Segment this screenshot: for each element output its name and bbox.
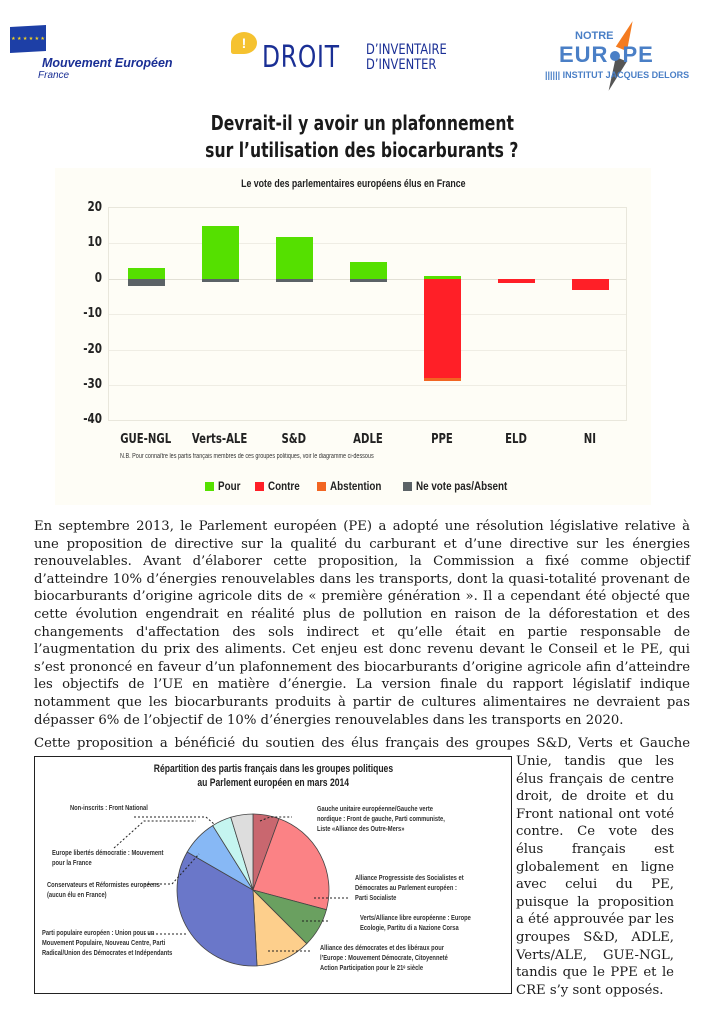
logo-pe: PE [622, 42, 654, 67]
x-label-text: S&D [281, 432, 307, 447]
notre-europe-logo [545, 18, 715, 96]
bar-ppe-contre [424, 279, 461, 378]
exclamation-bubble-icon: ! [231, 32, 257, 54]
y-tick: -30 [83, 377, 102, 392]
pie-label-line: Ecologie, Partitu di a Nazione Corsa [360, 923, 459, 932]
title-line1: Devrait-il y avoir un plafonnement [210, 111, 514, 135]
logo-europe [559, 42, 654, 68]
pie-label-line: Parti populaire européen : Union pour un [42, 928, 155, 937]
x-label [109, 432, 183, 447]
bar-eld-contre [498, 279, 535, 283]
pie-label-line: (aucun élu en France) [47, 890, 107, 899]
pie-label-line: nordique : Front de gauche, Parti communiste, [317, 814, 445, 823]
y-tick: -40 [83, 412, 102, 427]
pie-label-line: Parti Socialiste [355, 893, 397, 902]
pie-label-line: Europe libertés démocratie : Mouvement [52, 848, 164, 857]
droit-inventaire-logo [228, 30, 478, 80]
swatch-icon [255, 482, 264, 491]
x-label [405, 432, 479, 447]
bar-chart-plot [108, 207, 627, 421]
legend-label: Ne vote pas/Absent [415, 479, 508, 493]
legend-label: Pour [218, 479, 241, 493]
pie-label-verts [360, 913, 471, 933]
x-label [183, 432, 257, 447]
x-label-text: NI [583, 432, 597, 447]
pie-label-cre [47, 880, 160, 900]
pie-label-ni: Non-inscrits : Front National [70, 803, 148, 812]
gridline [109, 385, 626, 386]
chart-note: N.B. Pour connaître les partis français membres de ces groupes politiques, voir le diagramme ci-dessous [120, 453, 374, 460]
pie-label-line: Démocrates au Parlement européen : [355, 883, 457, 892]
bar-chart-title-text: Le vote des parlementaires européens élus en France [240, 178, 466, 190]
chart-legend [205, 479, 527, 493]
legend-absent [403, 479, 527, 493]
logo-line1: D’INVENTAIRE [366, 42, 447, 58]
swatch-icon [317, 482, 326, 491]
mouvement-europeen-logo [10, 22, 190, 84]
x-label-text: GUE-NGL [120, 432, 172, 447]
page-title [0, 110, 724, 164]
bar-gue-ngl-absent [128, 279, 165, 286]
legend-abstention [317, 479, 393, 493]
swatch-icon [205, 482, 214, 491]
logo-institut: |||||| INSTITUT JACQUES DELORS [545, 70, 690, 80]
x-label [257, 432, 331, 447]
paragraph-1: En septembre 2013, le Parlement européen (PE) a adopté une résolution législative relative à une proposition de directive sur la qualité du carburant et d’une directive sur les énergies renouvelables. Avant d’élaborer cette proposition, la Commission a fixé comme objectif d’atteindre 10% d’énergies renouvelables dans les transports, dont la quasi-totalité provenant de biocarburants d’origine agricole dits de « première génération ». Il a cependant été objecté que cette évolution engendrait en réalité plus de pollution en raison de la déforestation et des changements d'affectation des sols indirect et qu’elle était en partie responsable de l’augmentation du prix des aliments. Cet enjeu est donc revenu devant le Conseil et le PE, qui s’est prononcé en faveur d’un plafonnement des biocarburants d’origine agricole afin d’atteindre les objectifs de l’UE en matière d’énergie. La version finale du rapport législatif indique notamment que les biocarburants produits à partir de cultures alimentaires ne devraient pas dépasser 6% de l’objectif de 10% d’énergies renouvelables dans les transports en 2020. [34, 519, 690, 728]
pie-label-line: Gauche unitaire européenne/Gauche verte [317, 804, 433, 813]
y-tick: -20 [83, 342, 102, 357]
pie-label-line: Liste «Alliance des Outre-Mers» [317, 824, 405, 833]
bar-adle-pour [350, 262, 387, 279]
y-tick: 20 [87, 200, 102, 215]
pie-label-line: Conservateurs et Réformistes européens [47, 880, 160, 889]
bar-sd-pour [276, 237, 313, 279]
pie-label-line: Verts/Alliance libre européenne : Europe [360, 913, 471, 922]
paragraph-2-first-line: Cette proposition a bénéficié du soutien des élus français des groupes S&D, Verts et Gauche [34, 736, 690, 751]
y-tick: -10 [83, 306, 102, 321]
pie-label-line: Alliance des démocrates et des libéraux pour [320, 943, 444, 952]
pie-label-line: Mouvement Populaire, Nouveau Centre, Parti [42, 938, 166, 947]
pie-title-line2: au Parlement européen en mars 2014 [197, 777, 349, 789]
gridline [109, 314, 626, 315]
x-label-text: ELD [505, 432, 527, 447]
pie-label-ppe [42, 928, 172, 958]
x-label-text: Verts-ALE [192, 432, 248, 447]
bar-gue-ngl-pour [128, 268, 165, 279]
bar-verts-ale-pour [202, 226, 239, 279]
logo-name: Mouvement Européen [42, 56, 173, 70]
dot-icon [610, 51, 620, 61]
pie-title-line1: Répartition des partis français dans les groupes politiques [153, 763, 393, 775]
pie-label-line: Radical/Union des Démocrates et Indépendants [42, 948, 173, 957]
eu-stars-icon: ★ ★ ★ ★ ★ ★ [11, 36, 45, 42]
x-label [331, 432, 405, 447]
gridline [109, 243, 626, 244]
pie-label-line: l’Europe : Mouvement Démocrate, Citoyenneté [320, 953, 448, 962]
pie-label-sd [355, 873, 464, 903]
logo-country: France [38, 70, 70, 81]
bar-ni-contre [572, 279, 609, 290]
pie-label-line: pour la France [52, 858, 92, 867]
logo-droit-text: DROIT [262, 40, 340, 75]
title-line2: sur l’utilisation des biocarburants ? [205, 138, 519, 162]
pie-label-line: Alliance Progressiste des Socialistes et [355, 873, 464, 882]
x-label-text: PPE [431, 432, 453, 447]
bar-chart-title [55, 178, 651, 190]
leader-line-ni [134, 817, 214, 824]
gridline [109, 350, 626, 351]
pie-label-adle [320, 943, 448, 973]
y-tick: 10 [87, 235, 102, 250]
pie-label-efd [52, 848, 163, 868]
logo-notre: NOTRE [575, 30, 614, 42]
logo-eur: EUR [559, 42, 609, 67]
x-label-text: ADLE [353, 432, 383, 447]
x-label [553, 432, 627, 447]
legend-label: Abstention [330, 479, 382, 493]
x-label [479, 432, 553, 447]
legend-contre [255, 479, 307, 493]
logo-droit-subtitle [366, 43, 447, 73]
logo-line2: D’INVENTER [366, 57, 437, 73]
bar-ppe-abstention [424, 378, 461, 381]
paragraph-2-side: Unie, tandis que les élus français de centre droit, de droite et du Front national ont voté contre. Ce vote des élus français est globalement en ligne avec celui du PE, puisque la proposition a été approuvée par les groupes S&D, ADLE, Verts/ALE, GUE-NGL, tandis que le PPE et le CRE s’y sont opposés. [516, 754, 674, 998]
pie-label-line: Action Participation pour le 21ᵉ siècle [320, 963, 424, 972]
bar-adle-absent [350, 279, 387, 282]
leader-line-efd [114, 821, 196, 848]
y-tick: 0 [94, 271, 102, 286]
bar-verts-ale-absent [202, 279, 239, 282]
legend-label: Contre [268, 479, 301, 493]
legend-pour [205, 479, 245, 493]
swatch-icon [403, 482, 412, 491]
bar-sd-absent [276, 279, 313, 282]
pie-label-gue [317, 804, 445, 834]
